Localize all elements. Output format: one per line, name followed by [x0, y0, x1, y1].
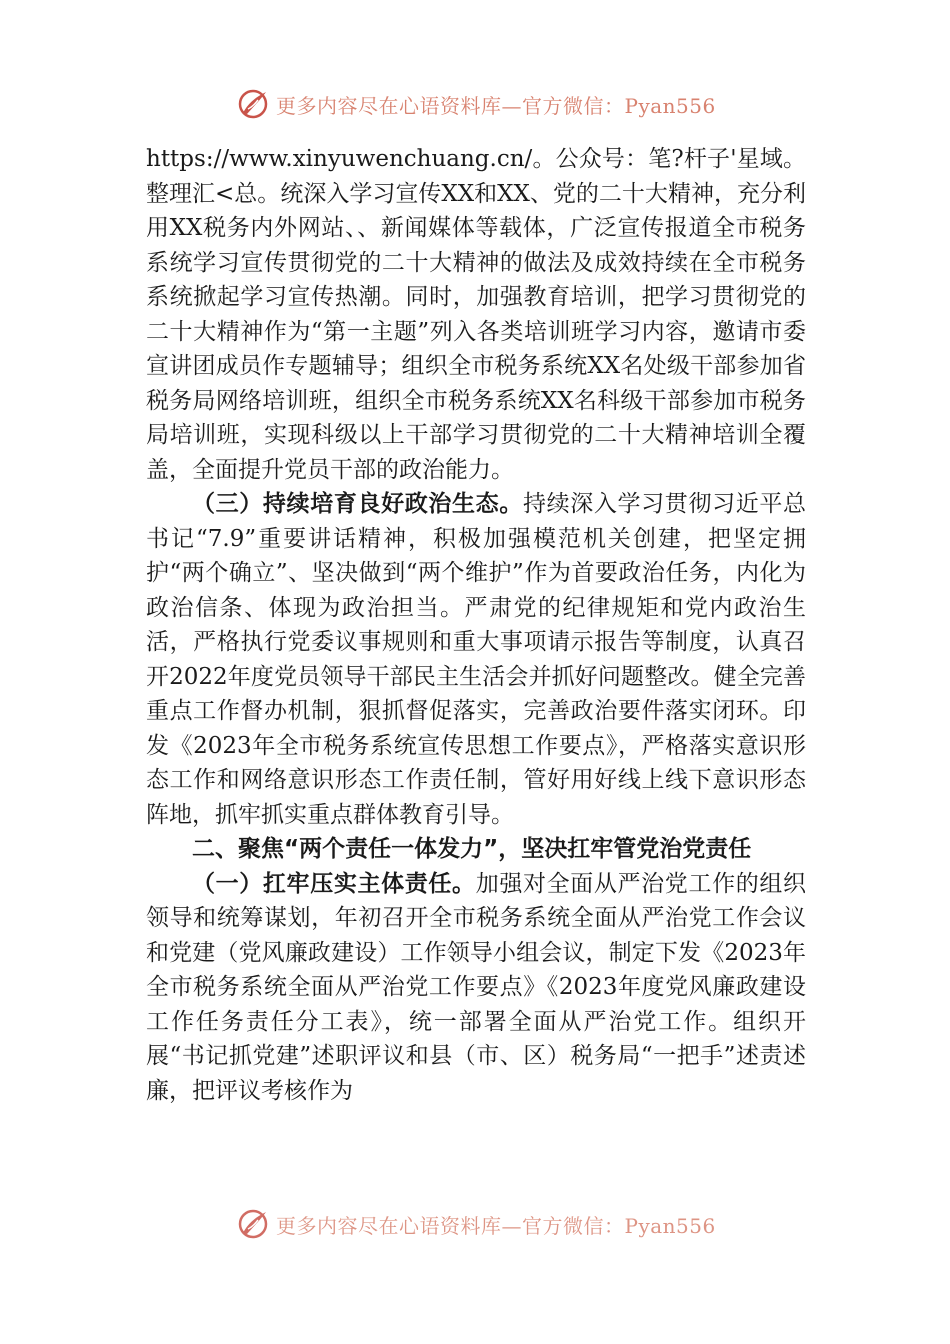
paragraph-1: https://www.xinyuwenchuang.cn/。公众号：笔?杆子'星域。整理汇<总。统深入学习宣传XX和XX、党的二十大精神，充分利用XX税务内外网站、、新闻媒体等载体，广泛宣传报道全市税务系统学习宣传贯彻党的二十大精神的做法及成效持续在全市税务系统掀起学习宣传热潮。同时，加强教育培训，把学习贯彻党的二十大精神作为“第一主题”列入各类培训班学习内容，邀请市委宣讲团成员作专题辅导；组织全市税务系统XX名处级干部参加省税务局网络培训班，组织全市税务系统XX名科级干部参加市税务局培训班，实现科级以上干部学习贯彻党的二十大精神培训全覆盖，全面提升党员干部的政治能力。: [146, 146, 806, 483]
paragraph-3: [146, 867, 806, 1109]
paragraph-3-body: 加强对全面从严治党工作的组织领导和统筹谋划，年初召开全市税务系统全面从严治党工作会议和党建（党风廉政建设）工作领导小组会议，制定下发《2023年全市税务系统全面从严治党工作要点》《2023年度党风廉政建设工作任务责任分工表》，统一部署全面从严治党工作。组织开展“书记抓党建”述职评议和县（市、区）税务局“一把手”述责述廉，把评议考核作为: [146, 870, 807, 1104]
section-heading: 二、聚焦“两个责任一体发力”，坚决扛牢管党治党责任: [192, 836, 752, 862]
paragraph-2-body: 持续深入学习贯彻习近平总书记“7.9”重要讲话精神，积极加强模范机关创建，把坚定拥护“两个确立”、坚决做到“两个维护”作为首要政治任务，内化为政治信条、体现为政治担当。严肃党的纪律规矩和党内政治生活，严格执行党委议事规则和重大事项请示报告等制度，认真召开2022年度党员领导干部民主生活会并抓好问题整改。健全完善重点工作督办机制，狠抓督促落实，完善政治要件落实闭环。印发《2023年全市税务系统宣传思想工作要点》，严格落实意识形态工作和网络意识形态工作责任制，管好用好线上线下意识形态阵地，抓牢抓实重点群体教育引导。: [146, 491, 807, 828]
brush-logo-icon: [236, 87, 270, 121]
watermark-text: 更多内容尽在心语资料库—官方微信：Pyan556: [276, 93, 716, 118]
paragraph-3-lead: （一）扛牢压实主体责任。: [192, 869, 476, 897]
watermark-text: 更多内容尽在心语资料库—官方微信：Pyan556: [276, 1213, 716, 1238]
watermark-footer: [236, 1204, 716, 1244]
brush-logo-icon: [236, 1207, 270, 1241]
paragraph-2: [146, 487, 806, 832]
paragraph-2-lead: （三）持续培育良好政治生态。: [192, 490, 523, 517]
watermark-header: [236, 84, 716, 124]
document-body: [146, 142, 806, 1108]
